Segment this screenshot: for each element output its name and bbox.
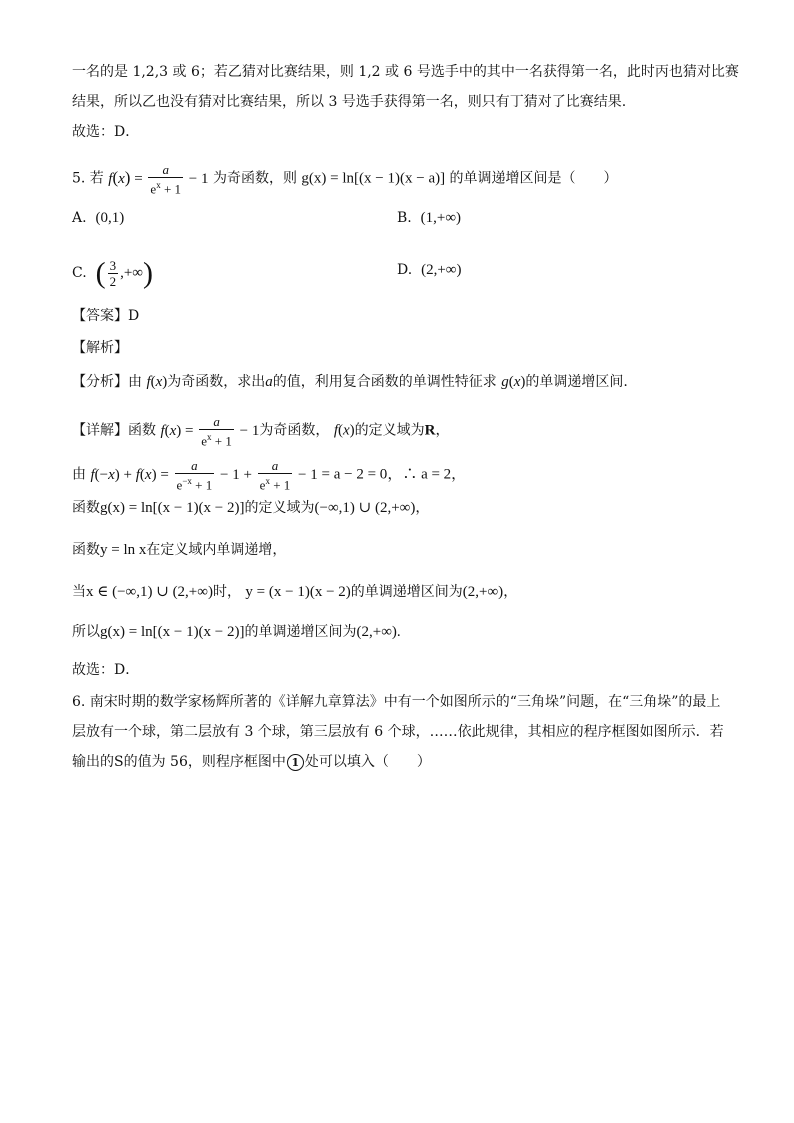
analysis-tag: 【解析】 xyxy=(72,340,128,356)
q5-f-def: f(x) = $\frac{a}{e^x + 1}$ − 1 xyxy=(108,162,209,197)
q5-g-def: g(x) = ln[(x − 1)(x − a)] xyxy=(301,170,446,187)
q5-cond: 为奇函数，则 xyxy=(212,170,297,187)
detail-line-1: 【详解】函数 f(x) = $\frac{a}{e^x + 1}$ − 1为奇函数， f(x)的定义域为R， xyxy=(72,414,450,449)
detail-line-2: 由 f(−x) + f(x) = $\frac{a}{e^{-x} + 1}$ − 1 + $\frac{a}{e^x + 1}$ − 1 = a − 2 = 0，∴ a = 2， xyxy=(72,458,467,493)
option-d[interactable]: D. (2,+∞) xyxy=(397,262,462,278)
circled-one-icon: 1 xyxy=(287,754,304,771)
detail-line-5: 当x ∈ (−∞,1) ∪ (2,+∞)时， y = (x − 1)(x − 2)的单调递增区间为(2,+∞)， xyxy=(72,584,518,600)
prev-answer: 故选：D． xyxy=(72,124,140,140)
option-a[interactable]: A. (0,1) xyxy=(72,210,125,226)
q6-line-1: 6. 南宋时期的数学家杨辉所著的《详解九章算法》中有一个如图所示的“三角垛”问题，在“三角垛”的最上 xyxy=(72,694,721,710)
q5-prefix: 5. 若 xyxy=(72,170,104,187)
detail-line-3: 函数g(x) = ln[(x − 1)(x − 2)]的定义域为(−∞,1) ∪ (2,+∞)， xyxy=(72,500,430,516)
answer-value: D xyxy=(128,308,140,324)
option-c[interactable]: C. ( $\frac{3}{2}$ ,+∞) xyxy=(72,256,153,290)
detail-line-6: 所以g(x) = ln[(x − 1)(x − 2)]的单调递增区间为(2,+∞). xyxy=(72,624,401,640)
prev-text-line-1: 一名的是 1,2,3 或 6；若乙猜对比赛结果，则 1,2 或 6 号选手中的其中一名获得第一名，此时丙也猜对比赛 xyxy=(72,64,739,80)
option-b[interactable]: B. (1,+∞) xyxy=(397,210,462,226)
q6-line-3: 输出的S的值为 56，则程序框图中 1 处可以填入（ ） xyxy=(72,754,431,770)
prev-text-line-2: 结果，所以乙也没有猜对比赛结果，所以 3 号选手获得第一名，则只有丁猜对了比赛结果. xyxy=(72,94,627,110)
answer-line xyxy=(72,306,139,326)
q5-stem xyxy=(72,162,618,196)
answer-tag: 【答案】 xyxy=(72,308,128,324)
fenxi-line: 【分析】由 f(x)为奇函数，求出a的值，利用复合函数的单调性特征求 g(x)的单调递增区间. xyxy=(72,374,628,390)
q5-suffix: 的单调递增区间是（ ） xyxy=(449,170,618,187)
q6-line-2: 层放有一个球，第二层放有 3 个球，第三层放有 6 个球，……依此规律，其相应的程序框图如图所示．若 xyxy=(72,724,724,740)
detail-line-4: 函数y = ln x在定义域内单调递增， xyxy=(72,542,287,558)
final-answer: 故选：D． xyxy=(72,662,140,678)
